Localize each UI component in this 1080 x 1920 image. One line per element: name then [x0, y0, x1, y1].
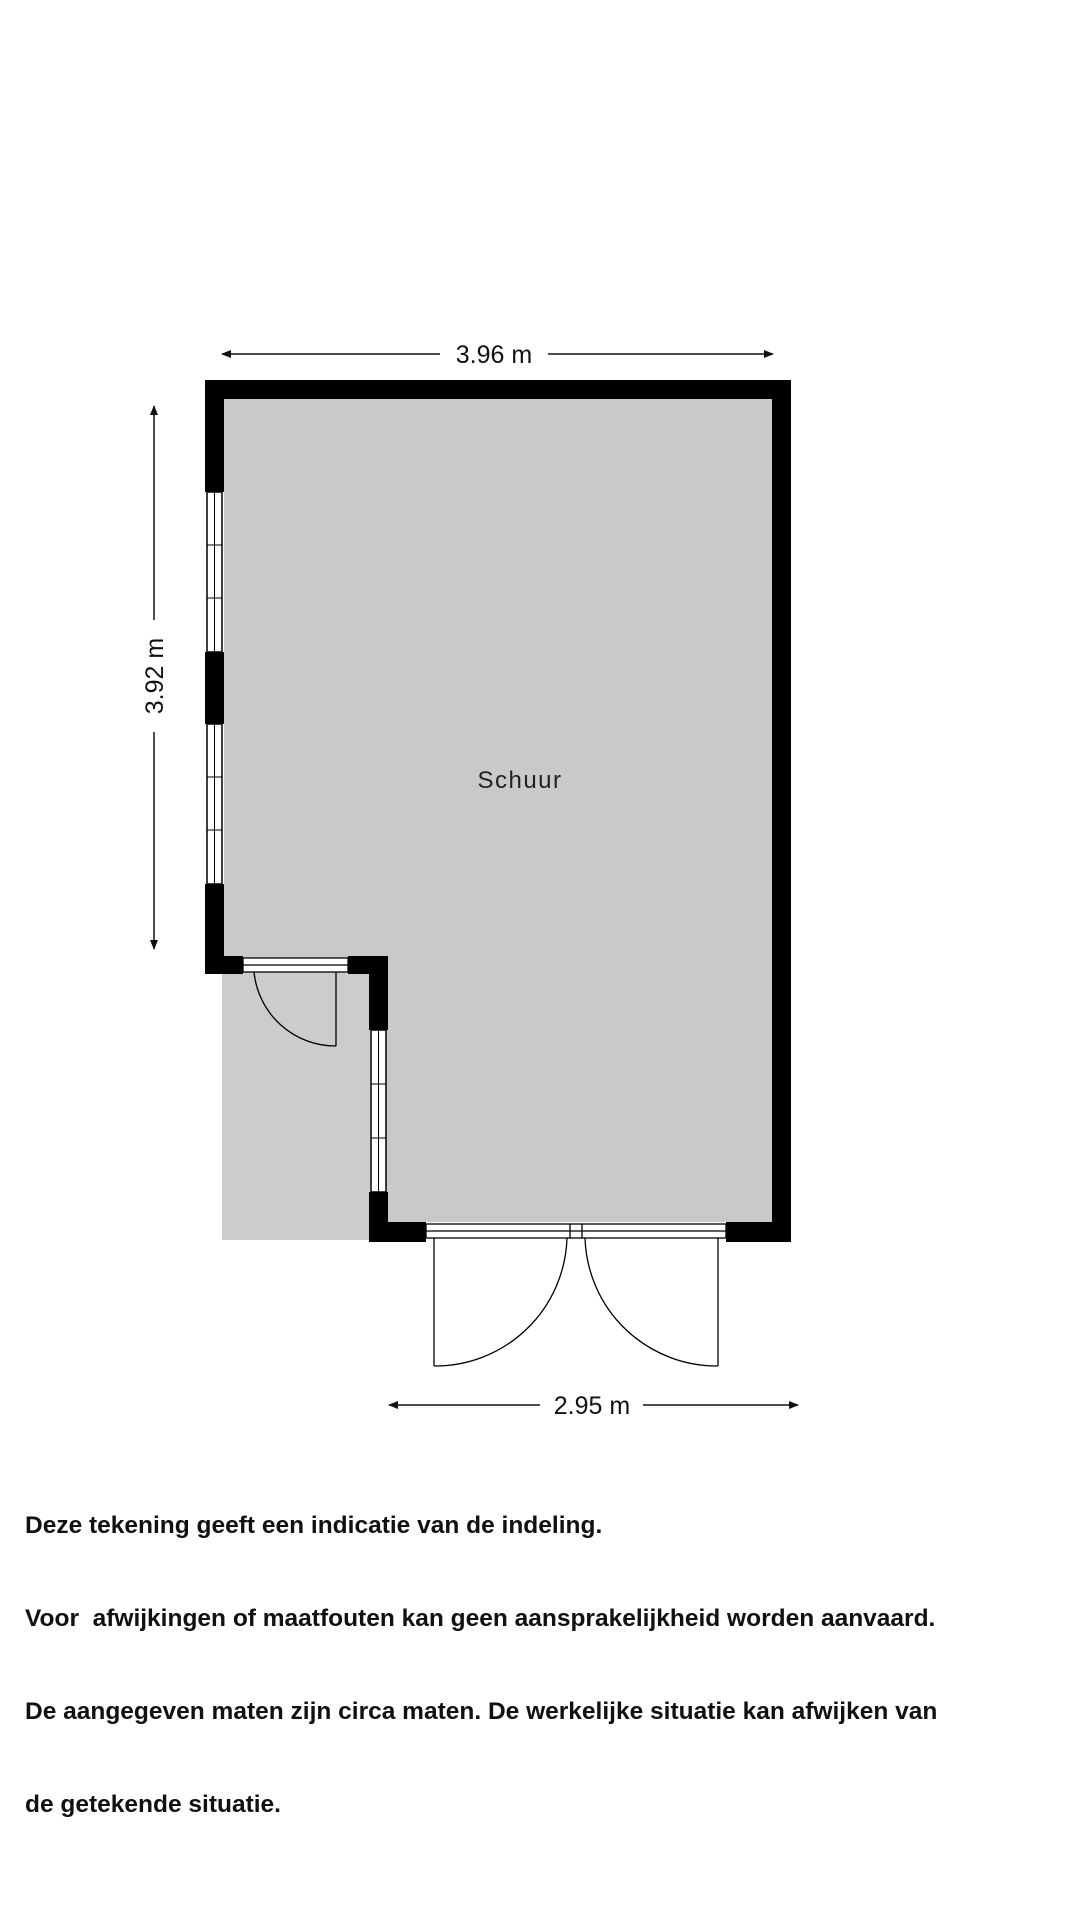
disclaimer-line: Voor afwijkingen of maatfouten kan geen aansprakelijkheid worden aanvaard.: [25, 1605, 936, 1632]
disclaimer-line: de getekende situatie.: [25, 1791, 281, 1818]
window-left-upper: [207, 492, 222, 652]
disclaimer-line: De aangegeven maten zijn circa maten. De werkelijke situatie kan afwijken van: [25, 1698, 938, 1725]
dimension-top-label: 3.96 m: [455, 341, 533, 369]
double-door: [426, 1224, 726, 1366]
window-inner: [371, 1030, 386, 1192]
window-left-lower: [207, 724, 222, 884]
disclaimer-line: Deze tekening geeft een indicatie van de indeling.: [25, 1512, 603, 1539]
outdoor-area: [222, 957, 370, 1240]
dimension-left: [141, 406, 169, 949]
room-label: Schuur: [477, 767, 563, 794]
dimension-bottom-label: 2.95 m: [553, 1392, 631, 1420]
disclaimer: [25, 1448, 1065, 1851]
dimension-top: [222, 341, 773, 369]
dimension-bottom: [389, 1392, 798, 1420]
dimension-left-label: 3.92 m: [141, 637, 169, 715]
